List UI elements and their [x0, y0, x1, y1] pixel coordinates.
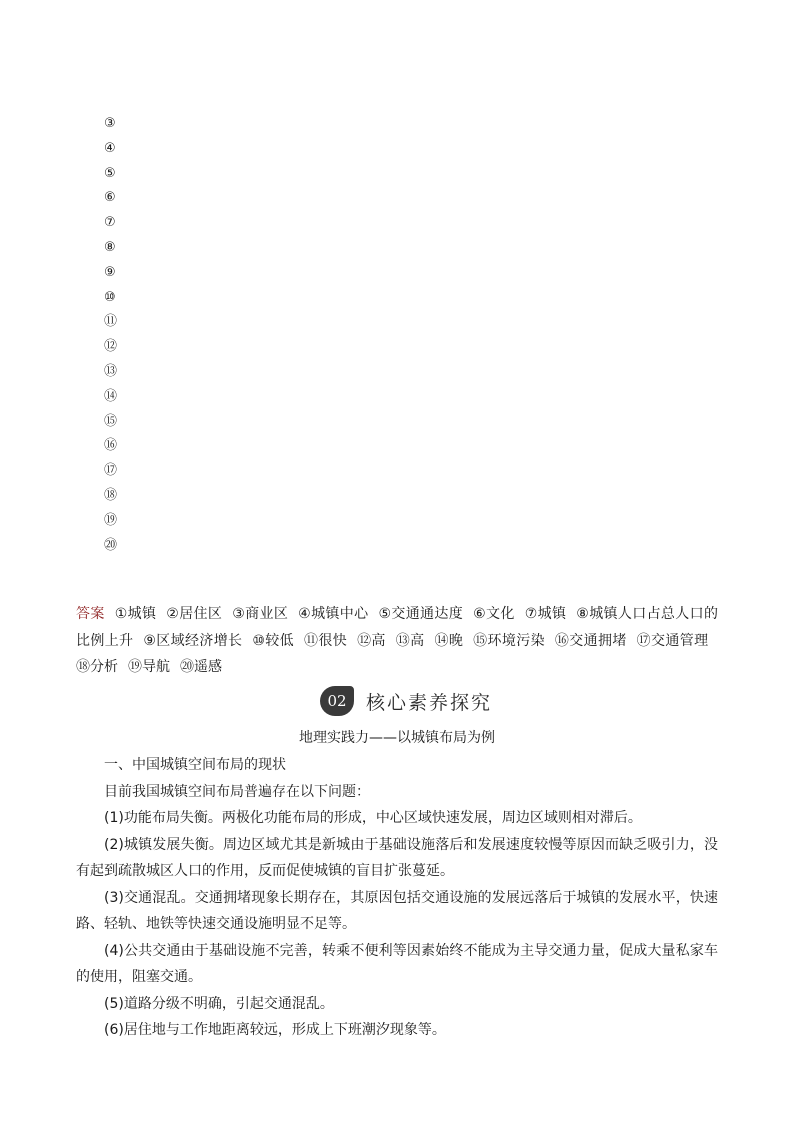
list-item: ⑲ [104, 512, 118, 528]
section-title: 核心素养探究 [366, 691, 493, 714]
body-point: (6)居住地与工作地距离较远，形成上下班潮汐现象等。 [104, 1022, 446, 1038]
list-item: ⑫ [104, 339, 118, 355]
list-item: ⑧ [104, 239, 116, 255]
section-number-badge: 02 [320, 686, 354, 716]
answer-block [76, 601, 718, 681]
list-item: ⑰ [104, 463, 118, 479]
answer-item: ⑩较低 [252, 632, 295, 649]
list-item: ⑪ [104, 314, 118, 330]
answer-item: ②居住区 [166, 606, 223, 622]
body-point: (4)公共交通由于基础设施不完善，转乘不便利等因素始终不能成为主导交通力量，促成大量私家车的使用，阻塞交通。 [76, 942, 718, 985]
list-item: ⑭ [104, 388, 118, 404]
answer-item: ③商业区 [232, 606, 289, 622]
list-item: ⑮ [104, 413, 118, 429]
answer-item: ⑫高 [357, 632, 386, 649]
answer-item: ⑮环境污染 [473, 632, 545, 649]
answer-item: ④城镇中心 [298, 606, 369, 622]
answer-label: 答案 [76, 606, 105, 622]
list-item: ⑦ [104, 215, 116, 231]
list-item: ⑥ [104, 190, 116, 206]
answer-item: ⑨区域经济增长 [143, 632, 243, 649]
answer-item: ⑯交通拥堵 [554, 632, 627, 649]
body-point: (2)城镇发展失衡。周边区域尤其是新城由于基础设施落后和发展速度较慢等原因而缺乏吸引力，没有起到疏散城区人口的作用，反而促使城镇的盲目扩张蔓延。 [76, 836, 718, 879]
answer-item: ⑱分析 [76, 659, 118, 675]
section-subtitle: 地理实践力——以城镇布局为例 [299, 730, 495, 746]
body-intro: 目前我国城镇空间布局普遍存在以下问题： [104, 783, 370, 800]
answer-item: ⑧城镇人口占总人口的比例上升 [76, 606, 718, 649]
answer-item: ⑭晚 [434, 632, 464, 649]
list-item: ④ [104, 140, 116, 156]
list-item: ⑬ [104, 363, 118, 379]
list-item: ⑨ [104, 264, 116, 280]
answer-item: ①城镇 [114, 606, 157, 622]
list-item: ⑯ [104, 438, 118, 454]
list-item: ⑩ [104, 289, 116, 305]
body-point: (3)交通混乱。交通拥堵现象长期存在，其原因包括交通设施的发展远落后于城镇的发展水平，快速路、轻轨、地铁等快速交通设施明显不足等。 [76, 889, 718, 932]
body-point: (5)道路分级不明确，引起交通混乱。 [104, 995, 334, 1012]
list-item: ⑤ [104, 165, 116, 181]
body-text [76, 752, 718, 1044]
section-header [320, 686, 492, 716]
answer-item: ⑤交通通达度 [378, 606, 464, 622]
answer-item: ⑲导航 [128, 659, 170, 675]
body-heading: 一、中国城镇空间布局的现状 [104, 757, 286, 773]
answer-item: ⑪很快 [304, 632, 348, 649]
answer-item: ⑥文化 [473, 606, 515, 622]
body-point: (1)功能布局失衡。两极化功能布局的形成，中心区域快速发展，周边区域则相对滞后。 [104, 810, 642, 826]
list-item: ③ [104, 116, 116, 131]
answer-item: ⑳遥感 [180, 659, 222, 675]
list-item: ⑱ [104, 487, 118, 503]
answer-item: ⑦城镇 [524, 606, 567, 622]
answer-item: ⑰交通管理 [636, 632, 709, 649]
numbered-blank-list [104, 112, 117, 558]
list-item: ⑳ [104, 537, 118, 553]
answer-item: ⑬高 [395, 632, 425, 649]
